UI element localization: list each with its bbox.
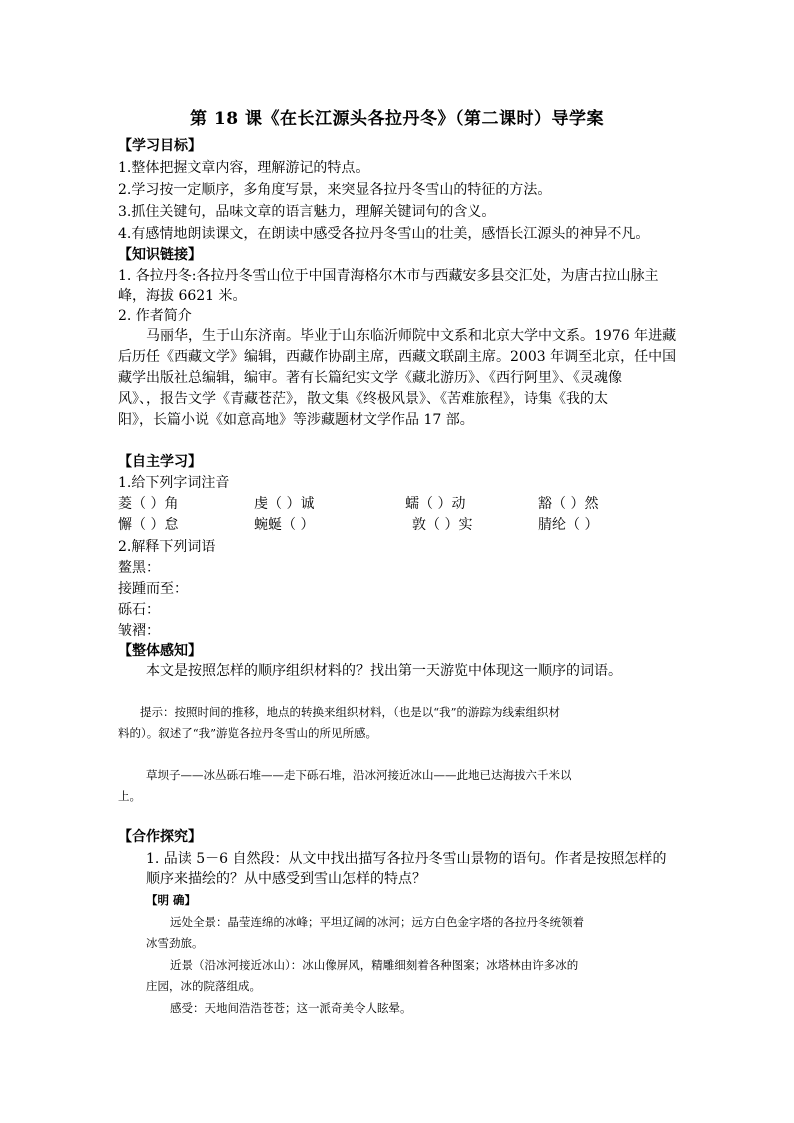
pinyin-item: 敦（ ）实	[412, 517, 473, 533]
author-bio-line: 马丽华，生于山东济南。毕业于山东临沂师院中文系和北京大学中文系。1976 年进藏	[146, 328, 677, 344]
answer-near-view-cont: 庄园，冰的院落组成。	[146, 979, 261, 993]
knowledge-item-1-cont: 峰，海拔 6621 米。	[118, 288, 247, 304]
pinyin-item: 蜿蜒（ ）	[254, 517, 315, 533]
hint-line: 提示：按照时间的推移，地点的转换来组织材料，（也是以“我”的游踪为线索组织材	[140, 705, 561, 719]
term-item: 鳌黑：	[118, 560, 160, 576]
section-knowledge-heading: 【知识链接】	[118, 247, 202, 263]
answer-far-view-cont: 冰雪劲旅。	[146, 936, 204, 950]
self-study-q2: 2.解释下列词语	[118, 539, 216, 555]
term-item: 砾石：	[118, 602, 160, 618]
pinyin-item: 菱（ ）角	[118, 496, 179, 512]
cooperation-q1: 1. 品读 5－6 自然段：从文中找出描写各拉丹冬雪山景物的语句。作者是按照怎样的	[146, 851, 667, 867]
knowledge-item-1: 1. 各拉丹冬:各拉丹冬雪山位于中国青海格尔木市与西藏安多县交汇处，为唐古拉山脉主	[118, 268, 659, 284]
overall-question: 本文是按照怎样的顺序组织材料的？找出第一天游览中体现这一顺序的词语。	[146, 663, 622, 679]
route-line: 草坝子——冰丛砾石堆——走下砾石堆，沿冰河接近冰山——此地已达海拔六千米以	[146, 768, 572, 782]
cooperation-q1-cont: 顺序来描绘的？从中感受到雪山怎样的特点？	[146, 871, 426, 887]
knowledge-item-2: 2. 作者简介	[118, 308, 192, 324]
section-goals-heading: 【学习目标】	[118, 138, 202, 154]
pinyin-item: 腈纶（ ）	[538, 517, 599, 533]
pinyin-item: 蠕（ ）动	[405, 496, 466, 512]
answer-far-view: 远处全景：晶莹连绵的冰峰；平坦辽阔的冰河；远方白色金字塔的各拉丹冬统领着	[170, 915, 584, 929]
section-self-study-heading: 【自主学习】	[118, 454, 202, 470]
pinyin-item: 虔（ ）诚	[254, 496, 315, 512]
hint-line: 料的）。叙述了“我”游览各拉丹冬雪山的所见所感。	[118, 726, 378, 740]
pinyin-item: 豁（ ）然	[538, 496, 599, 512]
route-line: 上。	[118, 789, 141, 803]
answer-label: 【明 确】	[146, 893, 197, 907]
term-item: 皱褶：	[118, 623, 160, 639]
term-item: 接踵而至：	[118, 581, 188, 597]
goal-1: 1.整体把握文章内容，理解游记的特点。	[118, 160, 370, 176]
answer-near-view: 近景（沿冰河接近冰山）：冰山像屏风，精雕细刻着各种图案；冰塔林由许多冰的	[170, 958, 579, 972]
author-bio-line: 阳》，长篇小说《如意高地》等涉藏题材文学作品 17 部。	[118, 412, 474, 428]
answer-feeling: 感受：天地间浩浩苍苍；这一派奇美令人眩晕。	[170, 1001, 412, 1015]
goal-3: 3.抓住关键句，品味文章的语言魅力，理解关键词句的含义。	[118, 204, 496, 220]
document-title: 第 18 课《在长江源头各拉丹冬》（第二课时）导学案	[190, 109, 604, 129]
goal-2: 2.学习按一定顺序，多角度写景，来突显各拉丹冬雪山的特征的方法。	[118, 182, 552, 198]
author-bio-line: 藏学出版社总编辑，编审。著有长篇纪实文学《藏北游历》、《西行阿里》、《灵魂像	[118, 370, 622, 386]
author-bio-line: 后历任《西藏文学》编辑，西藏作协副主席，西藏文联副主席。2003 年调至北京，任中国	[118, 349, 677, 365]
pinyin-item: 懈（ ）怠	[118, 517, 179, 533]
section-cooperation-heading: 【合作探究】	[118, 829, 202, 845]
section-overall-heading: 【整体感知】	[118, 643, 202, 659]
goal-4: 4.有感情地朗读课文，在朗读中感受各拉丹冬雪山的壮美，感悟长江源头的神异不凡。	[118, 226, 650, 242]
self-study-q1: 1.给下列字词注音	[118, 475, 230, 491]
author-bio-line: 风》、，报告文学《青藏苍茫》，散文集《终极风景》、《苦难旅程》，诗集《我的太	[118, 391, 608, 407]
